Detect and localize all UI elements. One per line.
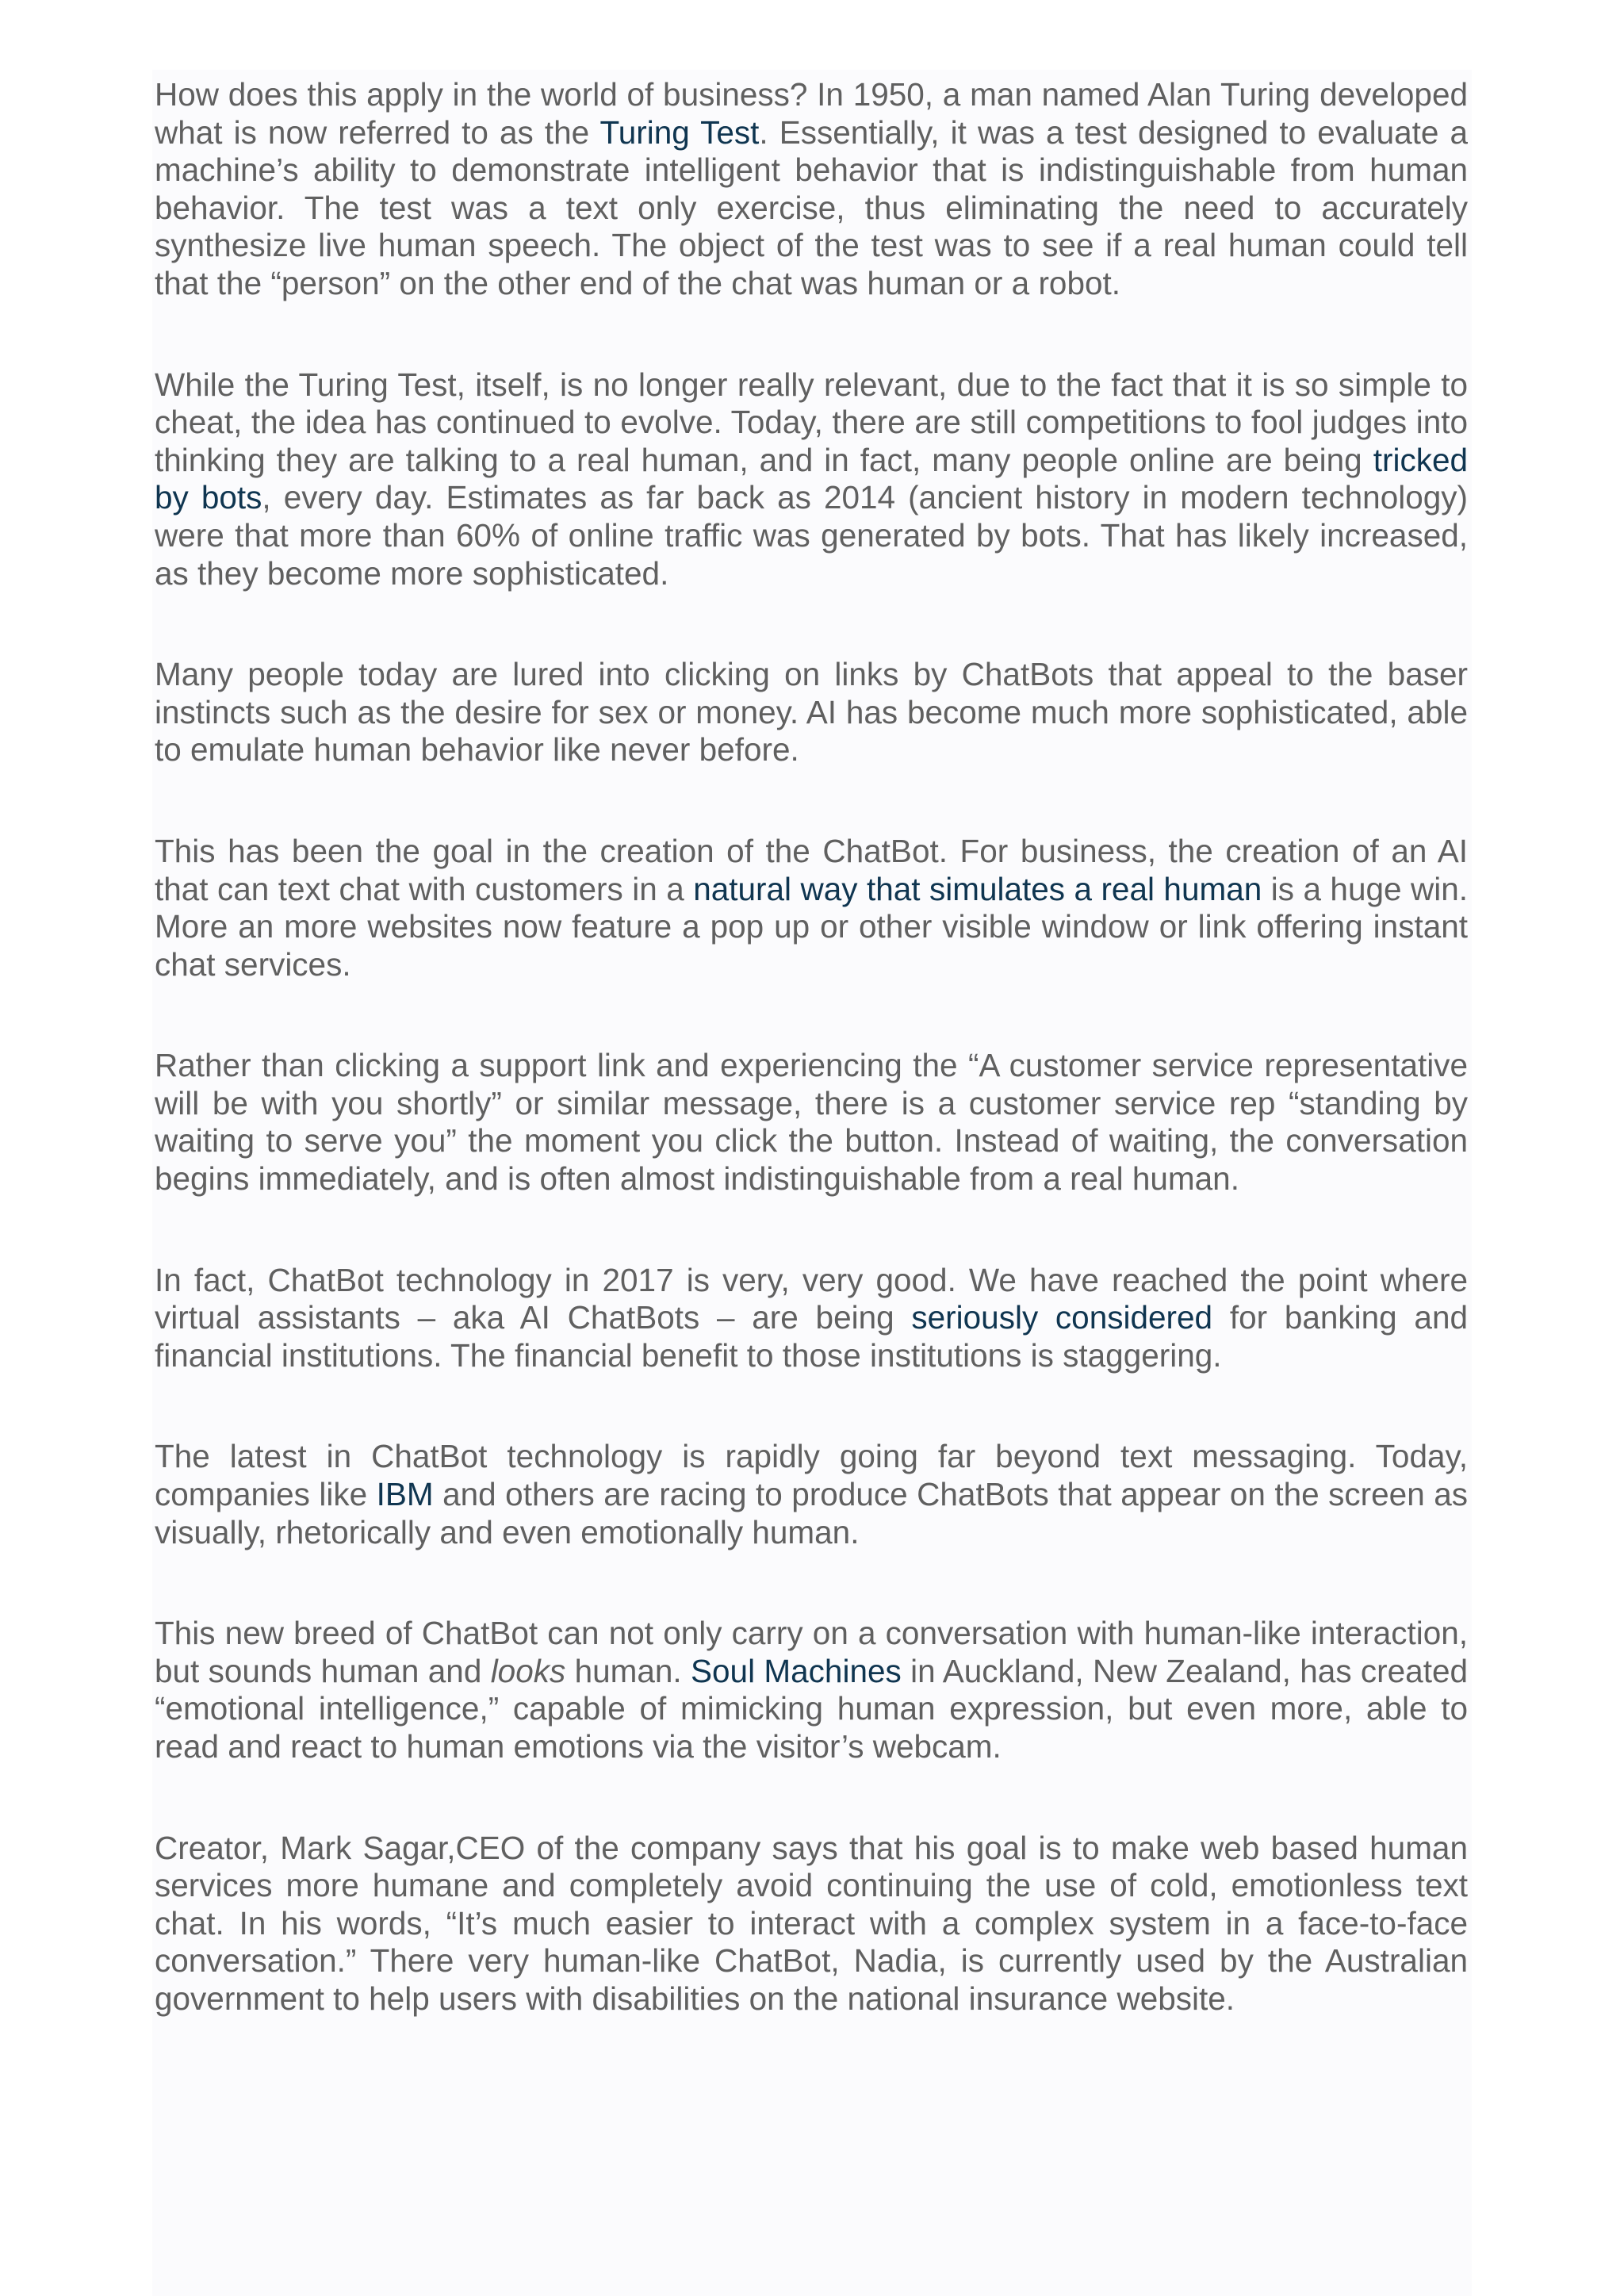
inline-link[interactable]: Soul Machines: [691, 1652, 902, 1689]
inline-link[interactable]: seriously considered: [911, 1299, 1213, 1336]
paragraph-text: While the Turing Test, itself, is no longer really relevant, due to the fact that it is so simple to cheat, the idea has continued to evolve. Today, there are still competitions to fool judges into thinking they are talking to a real human, and in fact, many people online are being: [155, 366, 1468, 478]
paragraph-text: Rather than clicking a support link and experiencing the “A customer service representative will be with you shortly” or similar message, there is a customer service rep “standing by waiting to serve you” the moment you click the button. Instead of waiting, the conversation begins immediately, and is often almost indistinguishable from a real human.: [155, 1047, 1468, 1198]
paragraph-1: [155, 76, 1468, 303]
paragraph-text: This new breed of ChatBot can not only carry on a conversation with human-like interaction, but sounds human and: [155, 1615, 1468, 1689]
article-body: [155, 76, 1468, 2082]
paragraph-text: is a huge win. More an more websites now feature a pop up or other visible window or link offering instant chat services.: [155, 870, 1468, 983]
paragraph-5: [155, 1047, 1468, 1198]
paragraph-text: In fact, ChatBot technology in 2017 is very, very good. We have reached the point where virtual assistants – aka AI ChatBots – are being: [155, 1261, 1468, 1336]
paragraph-2: [155, 366, 1468, 593]
paragraph-text: human.: [565, 1652, 691, 1689]
paragraph-4: [155, 833, 1468, 983]
paragraph-6: [155, 1262, 1468, 1375]
paragraph-3: [155, 656, 1468, 769]
paragraph-text: and others are racing to produce ChatBots that appear on the screen as visually, rhetorically and even emotionally human.: [155, 1476, 1468, 1550]
inline-link[interactable]: IBM: [376, 1476, 434, 1513]
inline-link[interactable]: tricked by bots: [155, 441, 1468, 516]
paragraph-text: Creator, Mark Sagar,CEO of the company says that his goal is to make web based human services more humane and completely avoid continuing the use of cold, emotionless text chat. In his words, “It’s much easier to interact with a complex system in a face-to-face conversation.” There very human-like ChatBot, Nadia, is currently used by the Australian government to help users with disabilities on the national insurance website.: [155, 1829, 1468, 2017]
paragraph-text: The latest in ChatBot technology is rapidly going far beyond text messaging. Today, companies like: [155, 1438, 1468, 1513]
paragraph-text: This has been the goal in the creation of the ChatBot. For business, the creation of an AI that can text chat with customers in a: [155, 832, 1468, 907]
paragraph-9: [155, 1830, 1468, 2018]
paragraph-text: How does this apply in the world of business? In 1950, a man named Alan Turing developed what is now referred to as the: [155, 76, 1468, 151]
paragraph-8: [155, 1615, 1468, 1765]
paragraph-text: . Essentially, it was a test designed to evaluate a machine’s ability to demonstrate intelligent behavior that is indistinguishable from human behavior. The test was a text only exercise, thus eliminating the need to accurately synthesize live human speech. The object of the test was to see if a real human could tell that the “person” on the other end of the chat was human or a robot.: [155, 113, 1468, 301]
paragraph-text: for banking and financial institutions. The financial benefit to those institutions is staggering.: [155, 1299, 1469, 1374]
emphasized-text: looks: [490, 1652, 566, 1689]
inline-link[interactable]: Turing Test: [599, 113, 760, 151]
paragraph-text: Many people today are lured into clicking on links by ChatBots that appeal to the baser instincts such as the desire for sex or money. AI has become much more sophisticated, able to emulate human behavior like never before.: [155, 656, 1468, 769]
inline-link[interactable]: natural way that simulates a real human: [693, 870, 1262, 907]
paragraph-text: in Auckland, New Zealand, has created “emotional intelligence,” capable of mimicking human expression, but even more, able to read and react to human emotions via the visitor’s webcam.: [155, 1652, 1468, 1765]
paragraph-7: [155, 1438, 1468, 1551]
paragraph-text: , every day. Estimates as far back as 2014 (ancient history in modern technology) were that more than 60% of online traffic was generated by bots. That has likely increased, as they become more sophisticated.: [155, 479, 1469, 592]
